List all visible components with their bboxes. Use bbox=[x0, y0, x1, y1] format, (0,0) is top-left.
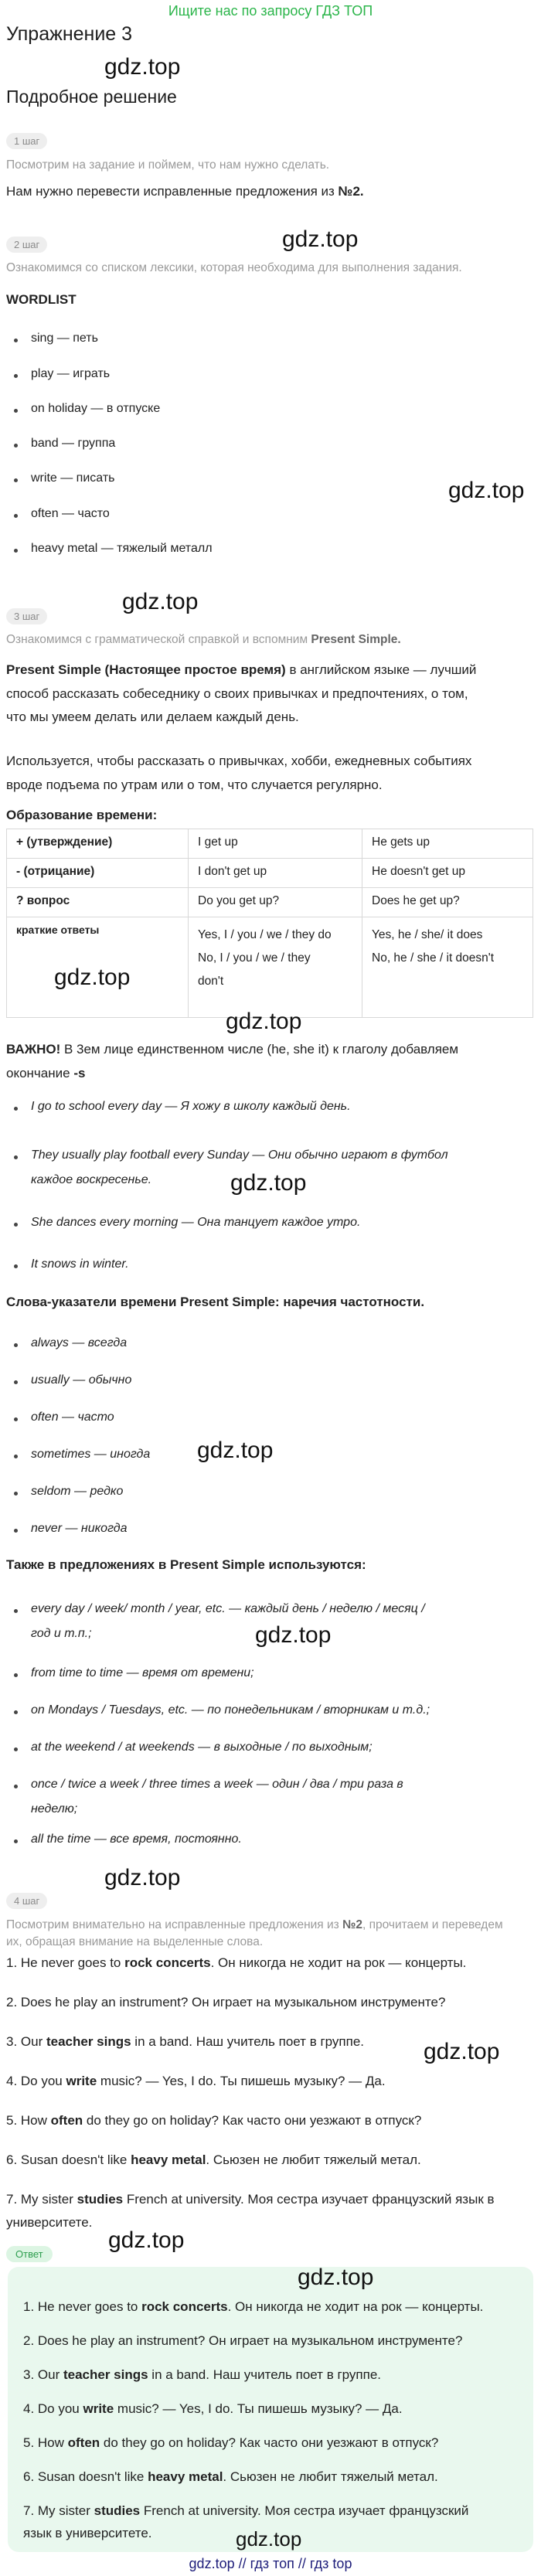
list-item: often — часто bbox=[31, 507, 110, 520]
also-item: год и т.п.; bbox=[31, 1627, 92, 1640]
ps-definition: Present Simple (Настоящее простое время) в английском языке — лучший bbox=[6, 662, 477, 677]
step-hint-4: их, обращая внимание на выделенные слова. bbox=[6, 1935, 264, 1948]
also-item: неделю; bbox=[31, 1802, 78, 1815]
watermark: gdz.top bbox=[230, 1170, 307, 1196]
bullet bbox=[14, 1710, 18, 1714]
answer-sentence-7: язык в университете. bbox=[23, 2526, 152, 2540]
example-item: They usually play football every Sunday — Они обычно играют в футбол bbox=[31, 1148, 448, 1162]
table-cell: ? вопрос bbox=[7, 888, 189, 917]
sentence-5: 5. How often do they go on holiday? Как часто они уезжают в отпуск? bbox=[6, 2113, 422, 2128]
example-item: I go to school every day — Я хожу в школу каждый день. bbox=[31, 1100, 351, 1113]
answer-sentence-1: 1. He never goes to rock concerts. Он никогда не ходит на рок — концерты. bbox=[23, 2299, 484, 2314]
adverb-item: seldom — редко bbox=[31, 1485, 124, 1498]
also-item: once / twice a week / three times a week — один / два / три раза в bbox=[31, 1778, 403, 1791]
table-row bbox=[7, 888, 533, 917]
bullet bbox=[14, 1380, 18, 1384]
bullet bbox=[14, 374, 18, 378]
important-note: окончание -s bbox=[6, 1066, 86, 1080]
table-cell: Yes, I / you / we / they do No, I / you / we / they don't bbox=[189, 917, 362, 1018]
bullet bbox=[14, 1343, 18, 1347]
ps-definition: способ рассказать собеседнику о своих привычках и предпочтениях, о том, bbox=[6, 686, 468, 701]
sentence-3: 3. Our teacher sings in a band. Наш учитель поет в группе. bbox=[6, 2034, 364, 2049]
table-cell: I get up bbox=[189, 829, 362, 859]
top-banner[interactable]: Ищите нас по запросу ГДЗ ТОП bbox=[168, 3, 373, 19]
section-title: Подробное решение bbox=[6, 87, 177, 107]
watermark: gdz.top bbox=[122, 589, 199, 614]
formation-title: Образование времени: bbox=[6, 808, 158, 822]
table-cell: I don't get up bbox=[189, 859, 362, 888]
watermark: gdz.top bbox=[236, 2527, 302, 2550]
bullet bbox=[14, 1264, 18, 1268]
ps-usage: вроде подъема по утрам или о том, что случается регулярно. bbox=[6, 778, 383, 792]
bullet bbox=[14, 1747, 18, 1751]
important-note: ВАЖНО! В 3ем лице единственном числе (he, she it) к глаголу добавляем bbox=[6, 1042, 459, 1057]
bullet bbox=[14, 478, 18, 482]
step-hint-1: Посмотрим на задание и поймем, что нам нужно сделать. bbox=[6, 158, 330, 172]
answer-sentence-3: 3. Our teacher sings in a band. Наш учитель поет в группе. bbox=[23, 2367, 381, 2382]
step-hint-4: Посмотрим внимательно на исправленные предложения из №2, прочитаем и переведем bbox=[6, 1918, 503, 1931]
answer-sentence-6: 6. Susan doesn't like heavy metal. Сьюзен не любит тяжелый метал. bbox=[23, 2469, 438, 2484]
list-item: write — писать bbox=[31, 471, 115, 485]
watermark: gdz.top bbox=[255, 1622, 332, 1648]
footer-links[interactable]: gdz.top // гдз топ // гдз top bbox=[189, 2556, 352, 2571]
watermark: gdz.top bbox=[282, 226, 359, 252]
watermark: gdz.top bbox=[54, 965, 131, 990]
watermark: gdz.top bbox=[197, 1438, 274, 1463]
sentence-4: 4. Do you write music? — Yes, I do. Ты пишешь музыку? — Да. bbox=[6, 2074, 386, 2088]
adverbs-title: Слова-указатели времени Present Simple: наречия частотности. bbox=[6, 1295, 425, 1309]
table-cell: + (утверждение) bbox=[7, 829, 189, 859]
answer-sentence-5: 5. How often do they go on holiday? Как часто они уезжают в отпуск? bbox=[23, 2435, 439, 2450]
sentence-1: 1. He never goes to rock concerts. Он никогда не ходит на рок — концерты. bbox=[6, 1955, 467, 1970]
step-hint-3: Ознакомимся с грамматической справкой и вспомним Present Simple. bbox=[6, 633, 401, 646]
table-row bbox=[7, 829, 533, 859]
step-badge-4: 4 шаг bbox=[6, 1893, 47, 1909]
bullet bbox=[14, 444, 18, 447]
watermark: gdz.top bbox=[104, 54, 181, 80]
step-badge-3: 3 шаг bbox=[6, 608, 47, 624]
also-item: at the weekend / at weekends — в выходные / по выходным; bbox=[31, 1741, 373, 1754]
bullet bbox=[14, 1609, 18, 1613]
ps-definition: что мы умеем делать или делаем каждый день. bbox=[6, 710, 299, 724]
table-cell: He gets up bbox=[362, 829, 533, 859]
adverb-item: usually — обычно bbox=[31, 1373, 132, 1387]
wordlist-title: WORDLIST bbox=[6, 292, 77, 307]
table-cell: краткие ответы bbox=[7, 917, 189, 1018]
answer-sentence-2: 2. Does he play an instrument? Он играет на музыкальном инструменте? bbox=[23, 2333, 463, 2348]
ps-usage: Используется, чтобы рассказать о привычках, хобби, ежедневных событиях bbox=[6, 754, 472, 768]
bullet bbox=[14, 1155, 18, 1159]
list-item: heavy metal — тяжелый металл bbox=[31, 542, 213, 555]
answer-sentence-4: 4. Do you write music? — Yes, I do. Ты пишешь музыку? — Да. bbox=[23, 2401, 403, 2416]
table-cell: Do you get up? bbox=[189, 888, 362, 917]
bullet bbox=[14, 1107, 18, 1111]
adverb-item: always — всегда bbox=[31, 1336, 128, 1349]
step-badge-2: 2 шаг bbox=[6, 237, 47, 253]
bullet bbox=[14, 1529, 18, 1533]
example-item: It snows in winter. bbox=[31, 1257, 129, 1271]
page-title: Упражнение 3 bbox=[6, 23, 133, 45]
bullet bbox=[14, 1455, 18, 1458]
bullet bbox=[14, 1223, 18, 1227]
bullet bbox=[14, 1839, 18, 1843]
table-cell: He doesn't get up bbox=[362, 859, 533, 888]
watermark: gdz.top bbox=[104, 1865, 181, 1890]
bullet bbox=[14, 409, 18, 413]
sentence-7: 7. My sister studies French at university. Моя сестра изучает французский язык в bbox=[6, 2192, 495, 2207]
table-row bbox=[7, 859, 533, 888]
also-item: all the time — все время, постоянно. bbox=[31, 1832, 242, 1846]
example-item: каждое воскресенье. bbox=[31, 1173, 152, 1186]
step-hint-2: Ознакомимся со списком лексики, которая необходима для выполнения задания. bbox=[6, 261, 462, 274]
also-item: on Mondays / Tuesdays, etc. — по понедельникам / вторникам и т.д.; bbox=[31, 1703, 430, 1717]
adverb-item: never — никогда bbox=[31, 1522, 128, 1535]
bullet bbox=[14, 514, 18, 518]
watermark: gdz.top bbox=[298, 2265, 374, 2290]
answer-badge: Ответ bbox=[6, 2246, 53, 2262]
watermark: gdz.top bbox=[424, 2039, 500, 2064]
bullet bbox=[14, 339, 18, 342]
watermark: gdz.top bbox=[108, 2227, 185, 2253]
adverb-item: often — часто bbox=[31, 1411, 114, 1424]
list-item: band — группа bbox=[31, 437, 116, 450]
answer-sentence-7: 7. My sister studies French at university. Моя сестра изучает французский bbox=[23, 2503, 469, 2518]
bullet bbox=[14, 1785, 18, 1788]
sentence-2: 2. Does he play an instrument? Он играет на музыкальном инструменте? bbox=[6, 1995, 446, 2009]
sentence-7: университете. bbox=[6, 2215, 93, 2230]
table-cell: Does he get up? bbox=[362, 888, 533, 917]
also-item: every day / week/ month / year, etc. — каждый день / неделю / месяц / bbox=[31, 1602, 425, 1615]
also-title: Также в предложениях в Present Simple используются: bbox=[6, 1557, 366, 1572]
sentence-6: 6. Susan doesn't like heavy metal. Сьюзен не любит тяжелый метал. bbox=[6, 2152, 421, 2167]
table-cell: - (отрицание) bbox=[7, 859, 189, 888]
step-badge-1: 1 шаг bbox=[6, 133, 47, 149]
list-item: on holiday — в отпуске bbox=[31, 402, 161, 415]
example-item: She dances every morning — Она танцует каждое утро. bbox=[31, 1216, 361, 1229]
also-item: from time to time — время от времени; bbox=[31, 1666, 254, 1679]
step-text-1: Нам нужно перевести исправленные предложения из №2. bbox=[6, 184, 364, 199]
bullet bbox=[14, 549, 18, 553]
list-item: play — играть bbox=[31, 367, 111, 380]
watermark: gdz.top bbox=[226, 1009, 302, 1034]
table-cell: Yes, he / she/ it does No, he / she / it doesn't bbox=[362, 917, 533, 1018]
watermark: gdz.top bbox=[448, 478, 525, 503]
bullet bbox=[14, 1417, 18, 1421]
bullet bbox=[14, 1492, 18, 1496]
adverb-item: sometimes — иногда bbox=[31, 1448, 151, 1461]
list-item: sing — петь bbox=[31, 332, 98, 345]
bullet bbox=[14, 1673, 18, 1677]
